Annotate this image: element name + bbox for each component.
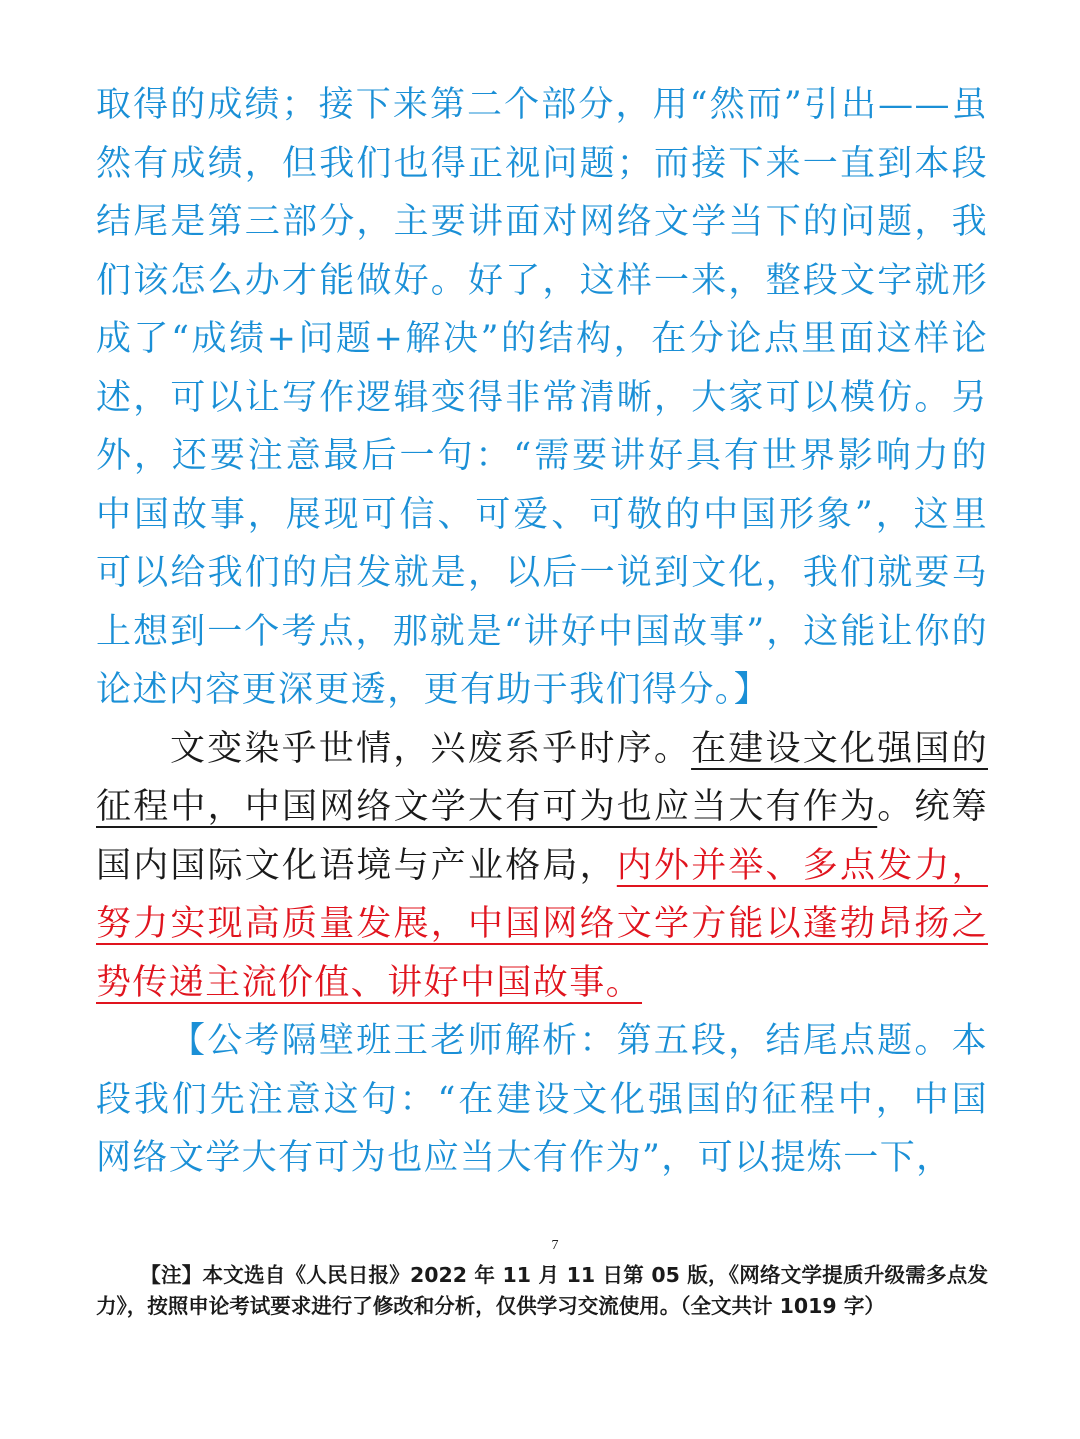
footnote-text: 【注】本文选自《人民日报》2022 年 11 月 11 日第 05 版，《网络文学提质升级需多点发力》，按照申论考试要求进行了修改和分析，仅供学习交流使用。（全文共计 1019 字） — [96, 1263, 988, 1318]
connecting-sentence: 。统筹国内国际文化语境与产业格局， — [96, 787, 989, 886]
analysis-paragraph-five: 【公考隔壁班王老师解析：第五段，结尾点题。本段我们先注意这句：“在建设文化强国的征程中，中国网络文学大有可为也应当大有作为”，可以提炼一下， — [96, 1021, 988, 1178]
article-paragraph-five — [96, 720, 988, 1013]
article-body — [96, 76, 988, 1188]
source-footnote — [96, 1260, 988, 1322]
analysis-paragraph-continued: 取得的成绩；接下来第二个部分，用“然而”引出——虽然有成绩，但我们也得正视问题；而接下来一直到本段结尾是第三部分，主要讲面对网络文学当下的问题，我们该怎么办才能做好。好了，这样一来，整段文字就形成了“成绩+问题+解决”的结构，在分论点里面这样论述，可以让写作逻辑变得非常清晰，大家可以模仿。另外，还要注意最后一句：“需要讲好具有世界影响力的中国故事，展现可信、可爱、可敬的中国形象”，这里可以给我们的启发就是，以后一说到文化，我们就要马上想到一个考点，那就是“讲好中国故事”，这能让你的论述内容更深更透，更有助于我们得分。】 — [96, 85, 988, 710]
page-number: 7 — [551, 1238, 559, 1253]
red-highlighted-sentence: 内外并举、多点发力，努力实现高质量发展，中国网络文学方能以蓬勃昂扬之势传递主流价值、讲好中国故事。 — [96, 845, 988, 1003]
underlined-key-sentence: 在建设文化强国的征程中，中国网络文学大有可为也应当大有作为 — [96, 728, 988, 827]
opening-quote-sentence: 文变染乎世情，兴废系乎时序。 — [170, 728, 692, 769]
